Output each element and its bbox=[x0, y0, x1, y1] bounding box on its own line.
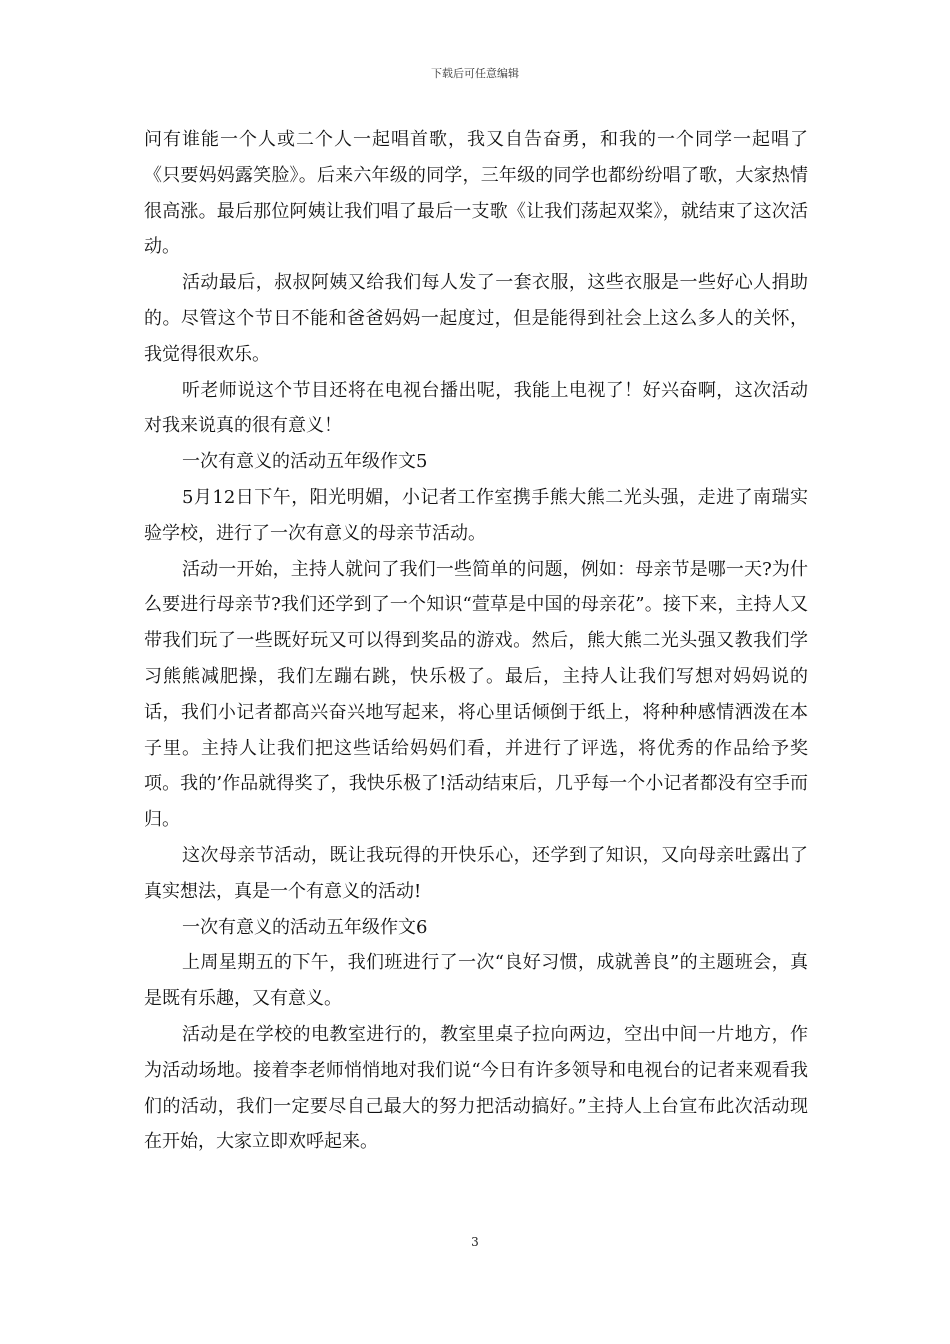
page-number: 3 bbox=[471, 1235, 479, 1249]
paragraph: 5月12日下午，阳光明媚，小记者工作室携手熊大熊二光头强，走进了南瑞实验学校，进行了一次有意义的母亲节活动。 bbox=[144, 486, 808, 544]
paragraph: 听老师说这个节目还将在电视台播出呢，我能上电视了！好兴奋啊，这次活动对我来说真的很有意义！ bbox=[144, 379, 808, 437]
paragraph: 问有谁能一个人或二个人一起唱首歌，我又自告奋勇，和我的一个同学一起唱了《只要妈妈露笑脸》。后来六年级的同学，三年级的同学也都纷纷唱了歌，大家热情很高涨。最后那位阿姨让我们唱了最后一支歌《让我们荡起双桨》，就结束了这次活动。 bbox=[144, 129, 808, 258]
paragraph: 上周星期五的下午，我们班进行了一次“良好习惯，成就善良”的主题班会，真是既有乐趣，又有意义。 bbox=[144, 952, 808, 1010]
paragraph: 这次母亲节活动，既让我玩得的开快乐心，还学到了知识，又向母亲吐露出了真实想法，真是一个有意义的活动! bbox=[144, 844, 808, 902]
section-heading: 一次有意义的活动五年级作文6 bbox=[182, 916, 428, 938]
document-body bbox=[144, 122, 808, 1160]
paragraph: 活动是在学校的电教室进行的，教室里桌子拉向两边，空出中间一片地方，作为活动场地。接着李老师悄悄地对我们说“今日有许多领导和电视台的记者来观看我们的活动，我们一定要尽自己最大的努力把活动搞好。”主持人上台宣布此次活动现在开始，大家立即欢呼起来。 bbox=[144, 1023, 808, 1153]
paragraph: 活动最后，叔叔阿姨又给我们每人发了一套衣服，这些衣服是一些好心人捐助的。尽管这个节日不能和爸爸妈妈一起度过，但是能得到社会上这么多人的关怀，我觉得很欢乐。 bbox=[144, 272, 808, 365]
section-heading: 一次有意义的活动五年级作文5 bbox=[182, 451, 428, 473]
page-header: 下载后可任意编辑 bbox=[431, 67, 519, 80]
paragraph: 活动一开始，主持人就问了我们一些简单的问题，例如：母亲节是哪一天?为什么要进行母亲节?我们还学到了一个知识“萱草是中国的母亲花”。接下来，主持人又带我们玩了一些既好玩又可以得到奖品的游戏。然后，熊大熊二光头强又教我们学习熊熊减肥操，我们左蹦右跳，快乐极了。最后，主持人让我们写想对妈妈说的话，我们小记者都高兴奋兴地写起来，将心里话倾倒于纸上，将种种感情洒泼在本子里。主持人让我们把这些话给妈妈们看，并进行了评选，将优秀的作品给予奖项。我的’作品就得奖了，我快乐极了!活动结束后，几乎每一个小记者都没有空手而归。 bbox=[144, 558, 808, 831]
